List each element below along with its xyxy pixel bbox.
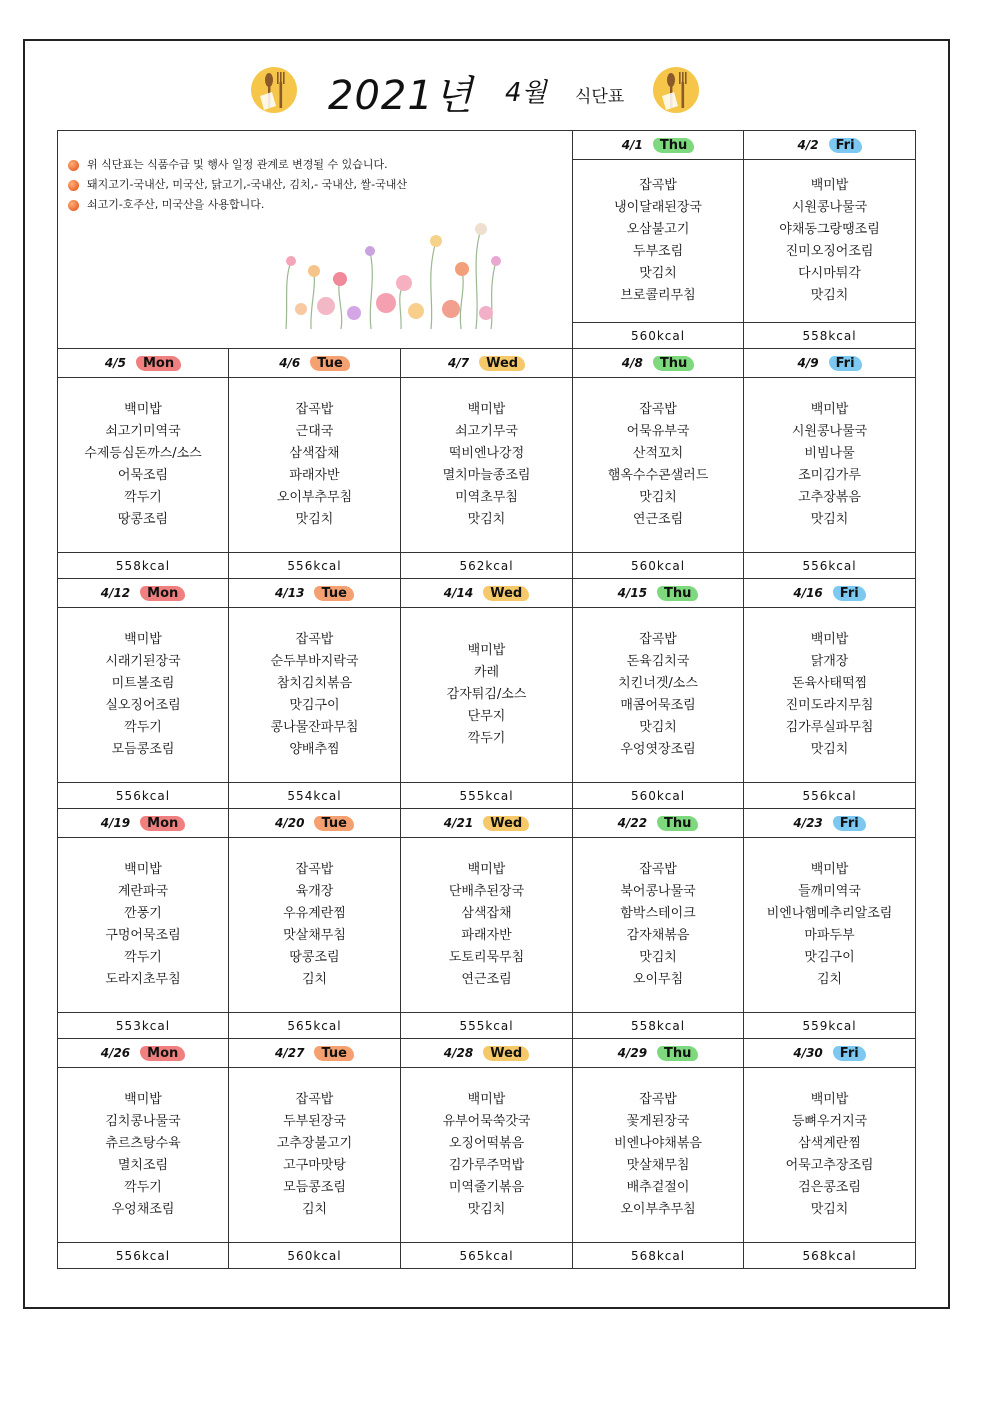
day-header: 4/2 Fri	[744, 131, 916, 160]
day-header: 4/22 Thu	[573, 809, 744, 838]
dish-item: 츄르츠탕수육	[105, 1136, 181, 1151]
dish-item: 백미밥	[124, 632, 162, 647]
calorie-cell: 555kcal	[401, 783, 573, 809]
dish-item: 감자채볶음	[626, 928, 690, 943]
dish-item: 도라지초무침	[105, 972, 181, 987]
calorie-cell: 560kcal	[573, 553, 744, 579]
dish-item: 삼색잡채	[289, 446, 340, 461]
dish-item: 맛김구이	[289, 698, 340, 713]
day-menu	[58, 608, 229, 783]
dish-item: 시래기된장국	[105, 654, 181, 669]
dish-item: 어묵유부국	[626, 424, 690, 439]
dish-item: 미역줄기볶음	[448, 1180, 525, 1195]
day-menu	[229, 378, 401, 553]
notice-cell	[58, 131, 573, 349]
dish-item: 연근조림	[461, 972, 512, 987]
bullet-icon	[68, 180, 79, 191]
day-menu	[573, 838, 744, 1013]
dish-item: 쇠고기미역국	[105, 424, 181, 439]
dish-item: 오이무침	[632, 972, 684, 987]
notice-item: 쇠고기-호주산, 미국산을 사용합니다.	[68, 195, 572, 215]
dish-item: 단무지	[467, 709, 506, 724]
dish-item: 깍두기	[124, 490, 162, 505]
day-menu	[744, 160, 916, 323]
dish-item: 어묵고추장조림	[785, 1158, 874, 1173]
dish-item: 김치	[301, 1202, 328, 1217]
spoon-fork-icon	[652, 66, 700, 114]
day-menu	[58, 1068, 229, 1243]
calorie-cell: 558kcal	[744, 323, 916, 349]
dish-item: 고구마맛탕	[283, 1158, 346, 1173]
dish-item: 시원콩나물국	[791, 424, 868, 439]
dish-item: 백미밥	[467, 1092, 506, 1107]
dish-item: 오이부추무침	[276, 490, 353, 505]
calorie-cell: 556kcal	[744, 553, 916, 579]
dish-item: 들깨미역국	[798, 884, 861, 899]
dish-item: 삼색계란찜	[798, 1136, 861, 1151]
dish-item: 꽃게된장국	[626, 1114, 690, 1129]
menu-title	[0, 60, 992, 120]
calorie-cell: 558kcal	[573, 1013, 744, 1039]
dish-item: 맛김치	[810, 512, 849, 527]
dish-item: 미역초무침	[455, 490, 518, 505]
dish-item: 진미오징어조림	[785, 244, 874, 259]
calorie-cell: 560kcal	[229, 1243, 401, 1269]
spoon-fork-icon	[250, 66, 298, 114]
dish-item: 백미밥	[810, 862, 849, 877]
dish-item: 배추겉절이	[626, 1180, 690, 1195]
dish-item: 햄옥수수콘샐러드	[607, 468, 709, 483]
dish-item: 수제등심돈까스/소스	[84, 446, 202, 461]
day-menu	[401, 378, 573, 553]
notice-item: 위 식단표는 식품수급 및 행사 일정 관계로 변경될 수 있습니다.	[68, 155, 572, 175]
dish-item: 진미도라지무침	[785, 698, 874, 713]
day-header: 4/26 Mon	[58, 1039, 229, 1068]
calorie-cell: 565kcal	[229, 1013, 401, 1039]
dish-item: 어묵조림	[117, 468, 169, 483]
dish-item: 땅콩조림	[117, 512, 169, 527]
day-menu	[229, 1068, 401, 1243]
dish-item: 백미밥	[467, 402, 506, 417]
dish-item: 산적꼬치	[632, 446, 684, 461]
dish-item: 순두부바지락국	[270, 654, 359, 669]
day-header: 4/29 Thu	[573, 1039, 744, 1068]
dish-item: 돈육김치국	[626, 654, 690, 669]
dish-item: 검은콩조림	[798, 1180, 861, 1195]
day-menu	[744, 1068, 916, 1243]
dish-item: 깍두기	[467, 731, 506, 746]
dish-item: 모듬콩조림	[283, 1180, 346, 1195]
day-header: 4/5 Mon	[58, 349, 229, 378]
dish-item: 맛김치	[467, 1202, 506, 1217]
dish-item: 잡곡밥	[295, 632, 334, 647]
dish-item: 백미밥	[810, 402, 849, 417]
dish-item: 잡곡밥	[639, 178, 677, 193]
calorie-cell: 568kcal	[573, 1243, 744, 1269]
dish-item: 잡곡밥	[639, 632, 677, 647]
dish-item: 구멍어묵조림	[105, 928, 181, 943]
bullet-icon	[68, 200, 79, 211]
flower-illustration	[266, 221, 516, 331]
day-header: 4/19 Mon	[58, 809, 229, 838]
dish-item: 도토리묵무침	[448, 950, 525, 965]
dish-item: 매콤어묵조림	[620, 698, 696, 713]
calorie-cell: 554kcal	[229, 783, 401, 809]
calorie-cell: 556kcal	[744, 783, 916, 809]
day-menu	[573, 160, 744, 323]
notice-list	[68, 155, 572, 215]
dish-item: 김치콩나물국	[105, 1114, 181, 1129]
title-month: 4월	[505, 78, 547, 108]
dish-item: 맛김치	[810, 742, 849, 757]
dish-item: 닭개장	[810, 654, 849, 669]
day-menu	[229, 608, 401, 783]
dish-item: 등뼈우거지국	[791, 1114, 868, 1129]
dish-item: 야채동그랑땡조림	[779, 222, 880, 237]
calorie-cell: 556kcal	[58, 1243, 229, 1269]
day-header: 4/30 Fri	[744, 1039, 916, 1068]
day-menu	[744, 838, 916, 1013]
day-header: 4/15 Thu	[573, 579, 744, 608]
dish-item: 실오징어조림	[105, 698, 181, 713]
day-menu	[573, 1068, 744, 1243]
dish-item: 깍두기	[124, 950, 162, 965]
dish-item: 북어콩나물국	[620, 884, 696, 899]
dish-item: 고추장볶음	[798, 490, 861, 505]
dish-item: 육개장	[295, 884, 334, 899]
dish-item: 맛김구이	[804, 950, 855, 965]
calorie-cell: 560kcal	[573, 323, 744, 349]
day-menu	[744, 378, 916, 553]
dish-item: 깐풍기	[124, 906, 162, 921]
day-header: 4/16 Fri	[744, 579, 916, 608]
day-header: 4/1 Thu	[573, 131, 744, 160]
day-menu	[744, 608, 916, 783]
day-menu	[401, 608, 573, 783]
dish-item: 깍두기	[124, 720, 162, 735]
day-header: 4/9 Fri	[744, 349, 916, 378]
dish-item: 깍두기	[124, 1180, 162, 1195]
dish-item: 함박스테이크	[620, 906, 696, 921]
day-menu	[401, 838, 573, 1013]
day-menu	[401, 1068, 573, 1243]
calorie-cell: 556kcal	[229, 553, 401, 579]
dish-item: 잡곡밥	[639, 862, 677, 877]
dish-item: 맛김치	[639, 950, 677, 965]
dish-item: 쇠고기무국	[455, 424, 518, 439]
day-menu	[573, 378, 744, 553]
dish-item: 비빔나물	[804, 446, 855, 461]
day-header: 4/23 Fri	[744, 809, 916, 838]
calorie-cell: 568kcal	[744, 1243, 916, 1269]
dish-item: 백미밥	[810, 1092, 849, 1107]
dish-item: 우엉채조림	[111, 1202, 175, 1217]
dish-item: 맛김치	[639, 490, 677, 505]
title-word: 식단표	[575, 87, 625, 107]
dish-item: 마파두부	[804, 928, 855, 943]
dish-item: 백미밥	[124, 1092, 162, 1107]
dish-item: 파래자반	[289, 468, 340, 483]
calorie-cell: 562kcal	[401, 553, 573, 579]
title-year: 2021년	[328, 73, 474, 119]
dish-item: 잡곡밥	[295, 862, 334, 877]
dish-item: 미트볼조림	[111, 676, 175, 691]
dish-item: 백미밥	[810, 178, 849, 193]
calorie-cell: 560kcal	[573, 783, 744, 809]
dish-item: 시원콩나물국	[791, 200, 868, 215]
calorie-cell: 553kcal	[58, 1013, 229, 1039]
dish-item: 고추장불고기	[276, 1136, 353, 1151]
calorie-cell: 565kcal	[401, 1243, 573, 1269]
dish-item: 맛김치	[810, 1202, 849, 1217]
day-header: 4/27 Tue	[229, 1039, 401, 1068]
day-header: 4/8 Thu	[573, 349, 744, 378]
dish-item: 맛김치	[639, 720, 677, 735]
dish-item: 김가루주먹밥	[448, 1158, 525, 1173]
dish-item: 맛살채무침	[283, 928, 346, 943]
dish-item: 맛김치	[639, 266, 677, 281]
day-header: 4/12 Mon	[58, 579, 229, 608]
dish-item: 치킨너겟/소스	[618, 676, 698, 691]
dish-item: 다시마튀각	[798, 266, 861, 281]
dish-item: 백미밥	[467, 862, 506, 877]
dish-item: 맛김치	[295, 512, 334, 527]
dish-item: 연근조림	[632, 512, 684, 527]
dish-item: 파래자반	[461, 928, 512, 943]
dish-item: 삼색잡채	[461, 906, 512, 921]
calorie-cell: 556kcal	[58, 783, 229, 809]
dish-item: 오삼불고기	[626, 222, 690, 237]
day-menu	[58, 378, 229, 553]
dish-item: 오이부추무침	[620, 1202, 696, 1217]
day-menu	[229, 838, 401, 1013]
dish-item: 맛김치	[467, 512, 506, 527]
dish-item: 참치김치볶음	[276, 676, 353, 691]
day-header: 4/20 Tue	[229, 809, 401, 838]
dish-item: 떡비엔나강정	[448, 446, 525, 461]
dish-item: 우엉엿장조림	[620, 742, 696, 757]
dish-item: 우유계란찜	[283, 906, 346, 921]
dish-item: 카레	[473, 665, 500, 680]
day-header: 4/28 Wed	[401, 1039, 573, 1068]
dish-item: 근대국	[295, 424, 334, 439]
dish-item: 백미밥	[810, 632, 849, 647]
dish-item: 브로콜리무침	[620, 288, 696, 303]
dish-item: 맛김치	[810, 288, 849, 303]
day-menu	[573, 608, 744, 783]
dish-item: 콩나물잔파무침	[270, 720, 359, 735]
dish-item: 백미밥	[124, 862, 162, 877]
dish-item: 조미김가루	[798, 468, 861, 483]
dish-item: 잡곡밥	[295, 402, 334, 417]
dish-item: 멸치조림	[117, 1158, 169, 1173]
calorie-cell: 559kcal	[744, 1013, 916, 1039]
dish-item: 냉이달래된장국	[614, 200, 702, 215]
day-header: 4/13 Tue	[229, 579, 401, 608]
dish-item: 모듬콩조림	[111, 742, 175, 757]
notice-item: 돼지고기-국내산, 미국산, 닭고기,-국내산, 김치,- 국내산, 쌀-국내산	[68, 175, 572, 195]
calorie-cell: 555kcal	[401, 1013, 573, 1039]
menu-table	[57, 130, 916, 1269]
dish-item: 양배추찜	[289, 742, 340, 757]
dish-item: 김치	[301, 972, 328, 987]
dish-item: 유부어묵쑥갓국	[442, 1114, 531, 1129]
day-header: 4/7 Wed	[401, 349, 573, 378]
dish-item: 돈육사태떡찜	[791, 676, 868, 691]
dish-item: 멸치마늘종조림	[442, 468, 531, 483]
dish-item: 김치	[816, 972, 843, 987]
dish-item: 오징어떡볶음	[448, 1136, 525, 1151]
dish-item: 비엔나햄메추리알조림	[766, 906, 893, 921]
dish-item: 두부된장국	[283, 1114, 346, 1129]
dish-item: 감자튀김/소스	[446, 687, 527, 702]
dish-item: 계란파국	[117, 884, 169, 899]
dish-item: 백미밥	[467, 643, 506, 658]
dish-item: 두부조림	[632, 244, 684, 259]
day-menu	[58, 838, 229, 1013]
day-header: 4/14 Wed	[401, 579, 573, 608]
calorie-cell: 558kcal	[58, 553, 229, 579]
day-header: 4/21 Wed	[401, 809, 573, 838]
bullet-icon	[68, 160, 79, 171]
dish-item: 잡곡밥	[639, 1092, 677, 1107]
dish-item: 비엔나야채볶음	[614, 1136, 702, 1151]
dish-item: 맛살채무침	[626, 1158, 690, 1173]
dish-item: 단배추된장국	[448, 884, 525, 899]
dish-item: 잡곡밥	[295, 1092, 334, 1107]
day-header: 4/6 Tue	[229, 349, 401, 378]
dish-item: 잡곡밥	[639, 402, 677, 417]
dish-item: 땅콩조림	[289, 950, 340, 965]
dish-item: 김가루실파무침	[785, 720, 874, 735]
dish-item: 백미밥	[124, 402, 162, 417]
